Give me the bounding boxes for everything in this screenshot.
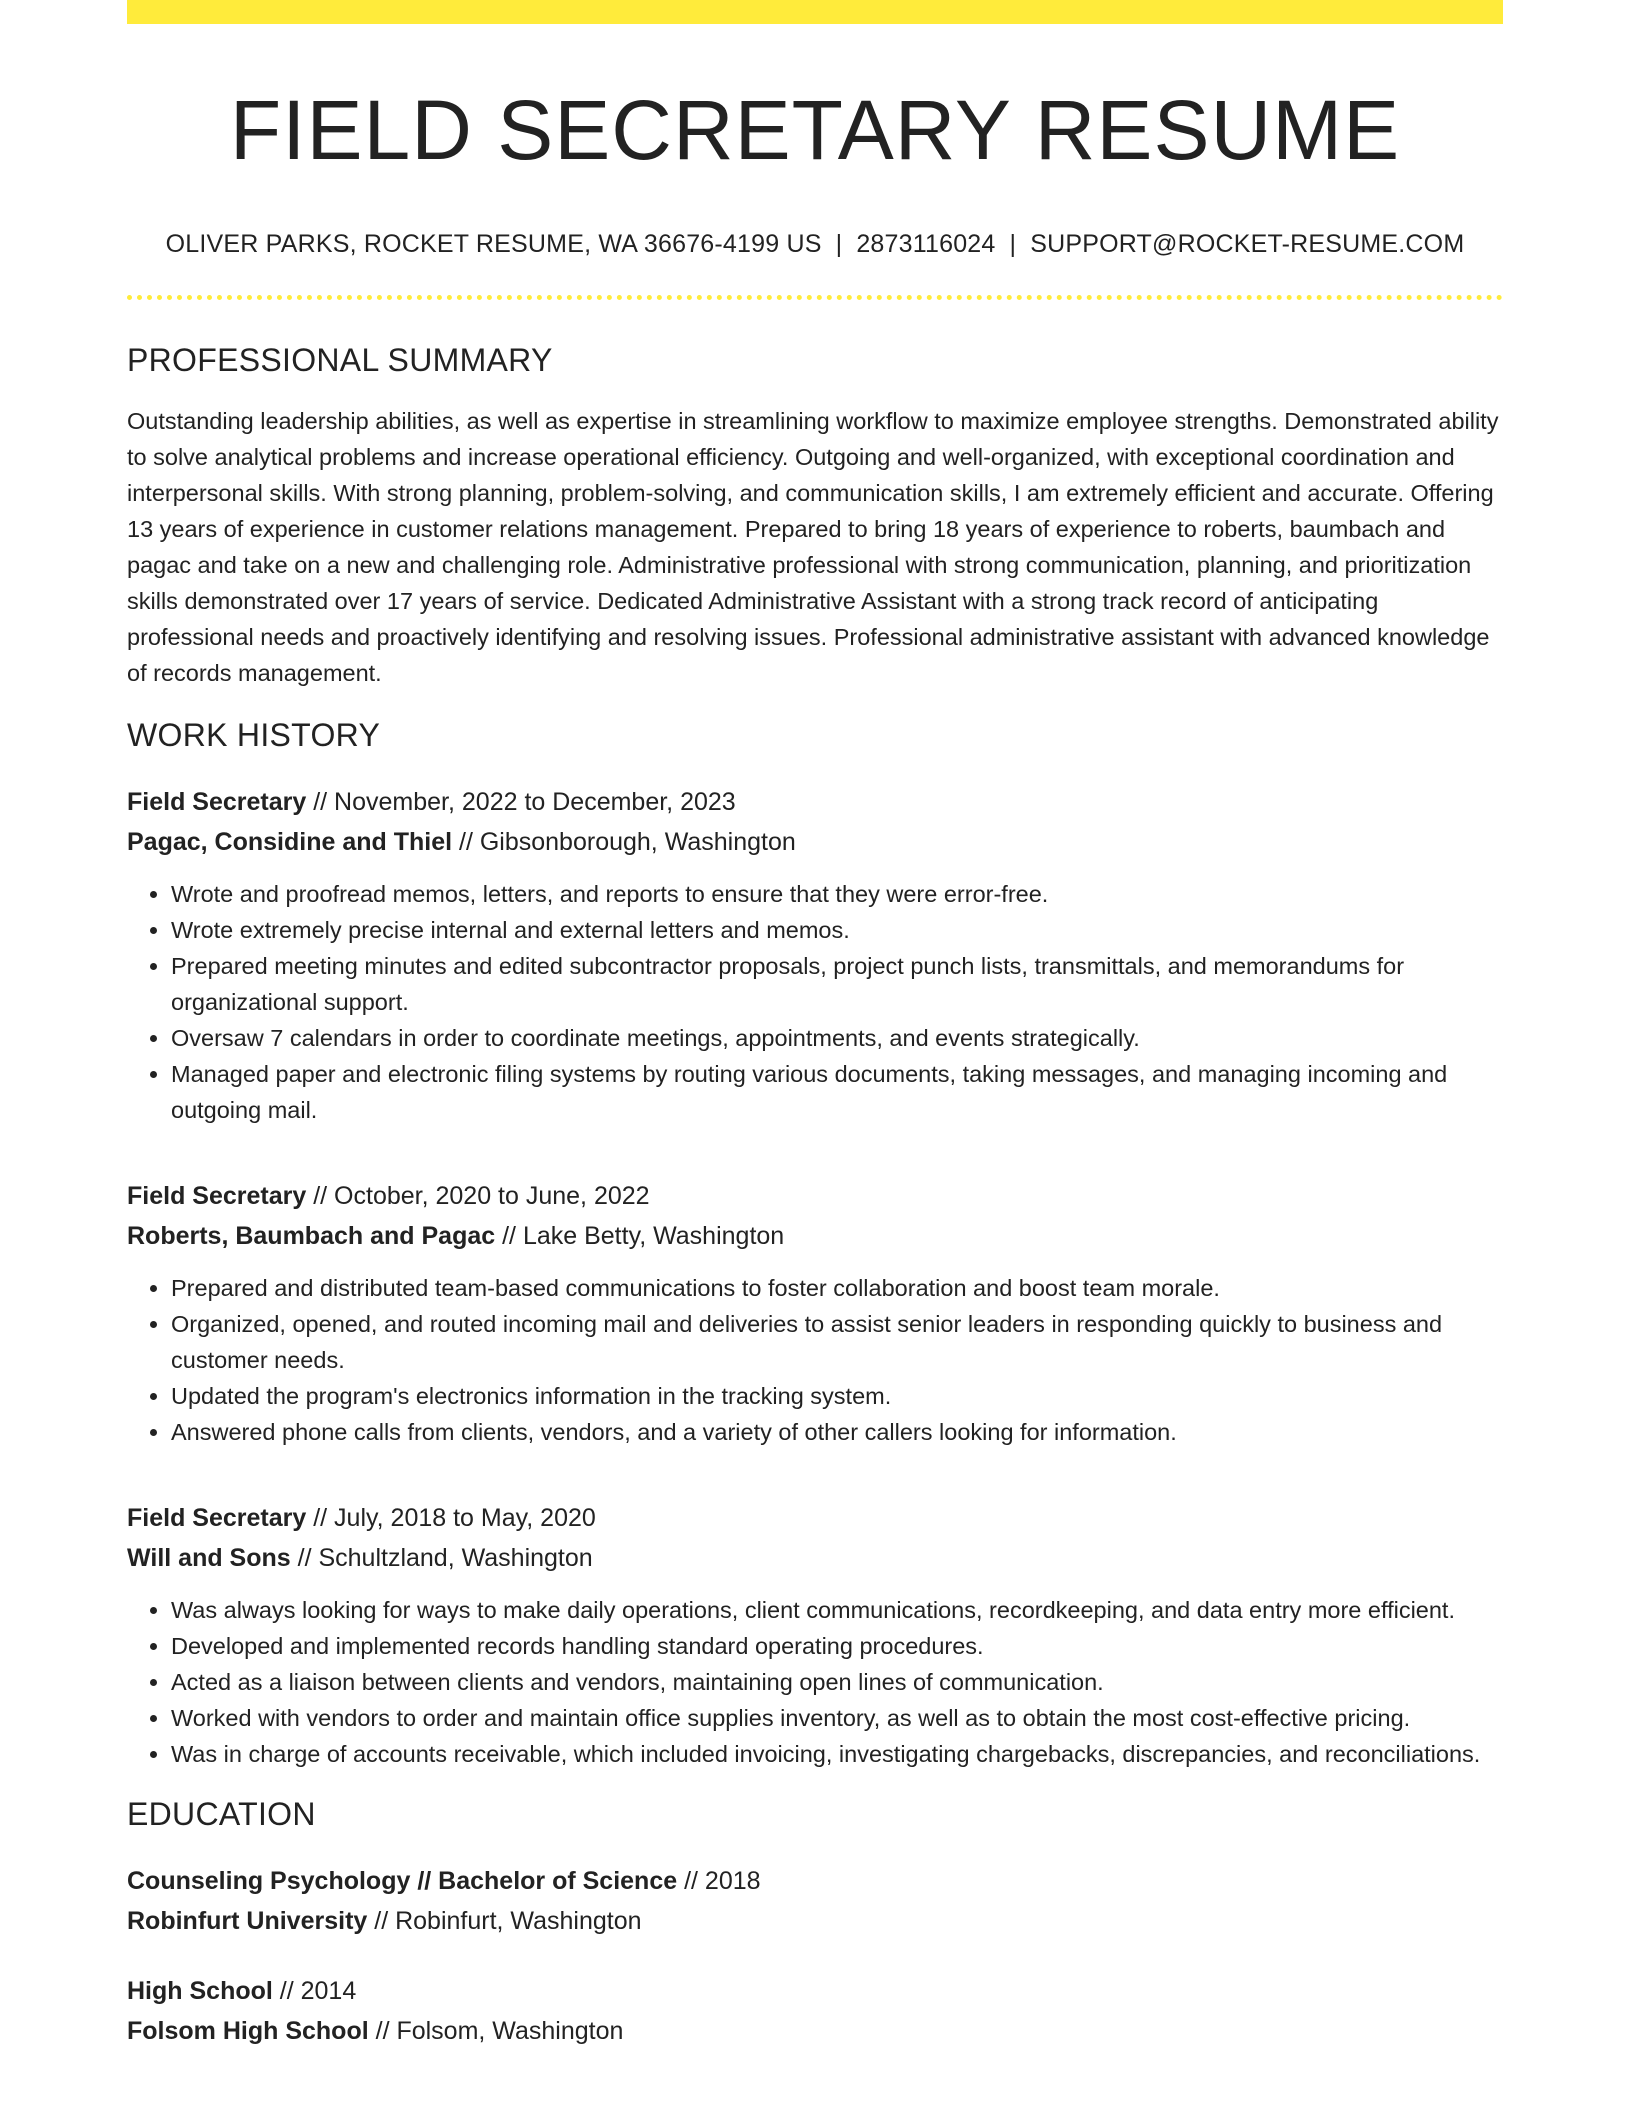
job-bullets — [127, 1592, 1503, 1772]
education-heading: EDUCATION — [127, 1796, 316, 1833]
job-company: Roberts, Baumbach and Pagac — [127, 1222, 496, 1251]
education-degree: Counseling Psychology // Bachelor of Science — [127, 1867, 678, 1896]
contact-line — [127, 230, 1503, 259]
work-history-section — [127, 717, 1503, 1772]
education-school-line — [127, 2011, 1503, 2051]
education-school: Folsom High School — [127, 2017, 369, 2046]
job-bullet: • Worked with vendors to order and maintain office supplies inventory, as well as to obtain the most cost-effective pricing. — [171, 1700, 1503, 1736]
resume-title: FIELD SECRETARY RESUME — [229, 83, 1401, 177]
education-degree-line — [127, 1861, 1503, 1901]
job-company: Will and Sons — [127, 1544, 291, 1573]
education-location: // Robinfurt, Washington — [367, 1907, 642, 1936]
job-entry — [127, 1498, 1503, 1772]
job-title: Field Secretary — [127, 1182, 307, 1211]
dotted-divider — [127, 295, 1503, 300]
job-location: // Lake Betty, Washington — [495, 1222, 785, 1251]
education-degree: High School — [127, 1977, 273, 2006]
education-entry — [127, 1971, 1503, 2051]
job-bullet: • Developed and implemented records handling standard operating procedures. — [171, 1628, 1503, 1664]
job-title: Field Secretary — [127, 788, 307, 817]
job-dates: // November, 2022 to December, 2023 — [306, 788, 736, 817]
job-bullets — [127, 1270, 1503, 1450]
resume-page — [127, 0, 1503, 2051]
job-bullet: • Oversaw 7 calendars in order to coordinate meetings, appointments, and events strategically. — [171, 1020, 1503, 1056]
job-bullet: • Wrote extremely precise internal and external letters and memos. — [171, 912, 1503, 948]
job-bullets — [127, 876, 1503, 1128]
education-year: // 2014 — [272, 1977, 357, 2006]
job-entry — [127, 1176, 1503, 1450]
education-entry — [127, 1861, 1503, 1941]
job-company-line — [127, 1538, 1503, 1578]
job-title-line — [127, 1498, 1503, 1538]
job-dates: // October, 2020 to June, 2022 — [306, 1182, 650, 1211]
job-bullet: • Updated the program's electronics information in the tracking system. — [171, 1378, 1503, 1414]
contact-phone: 2873116024 — [856, 230, 996, 259]
contact-email: SUPPORT@ROCKET-RESUME.COM — [1030, 230, 1465, 259]
job-location: // Schultzland, Washington — [290, 1544, 593, 1573]
summary-section — [127, 342, 1503, 691]
education-degree-line — [127, 1971, 1503, 2011]
contact-address: OLIVER PARKS, ROCKET RESUME, WA 36676-4199 US — [165, 230, 822, 259]
job-company: Pagac, Considine and Thiel — [127, 828, 453, 857]
job-bullet: • Answered phone calls from clients, vendors, and a variety of other callers looking for information. — [171, 1414, 1503, 1450]
education-school: Robinfurt University — [127, 1907, 368, 1936]
education-location: // Folsom, Washington — [368, 2017, 624, 2046]
summary-heading: PROFESSIONAL SUMMARY — [127, 342, 553, 379]
job-title-line — [127, 782, 1503, 822]
job-dates: // July, 2018 to May, 2020 — [306, 1504, 596, 1533]
job-title: Field Secretary — [127, 1504, 307, 1533]
contact-separator: | — [835, 230, 843, 259]
job-company-line — [127, 1216, 1503, 1256]
summary-text: Outstanding leadership abilities, as well as expertise in streamlining workflow to maximize employee strengths. Demonstrated ability to solve analytical problems and increase operational efficiency. Outgoing and well-organized, with exceptional coordination and interpersonal skills. With strong planning, problem-solving, and communication skills, I am extremely efficient and accurate. Offering 13 years of experience in customer relations management. Prepared to bring 18 years of experience to roberts, baumbach and pagac and take on a new and challenging role. Administrative professional with strong communication, planning, and prioritization skills demonstrated over 17 years of service. Dedicated Administrative Assistant with a strong track record of anticipating professional needs and proactively identifying and resolving issues. Professional administrative assistant with advanced knowledge of records management. — [127, 408, 1499, 687]
contact-separator: | — [1009, 230, 1017, 259]
education-year: // 2018 — [677, 1867, 761, 1896]
education-school-line — [127, 1901, 1503, 1941]
job-company-line — [127, 822, 1503, 862]
education-section — [127, 1796, 1503, 2051]
work-history-heading: WORK HISTORY — [127, 717, 381, 754]
job-bullet: • Organized, opened, and routed incoming mail and deliveries to assist senior leaders in responding quickly to business and customer needs. — [171, 1306, 1503, 1378]
top-accent-bar — [127, 0, 1503, 24]
job-bullet: • Prepared meeting minutes and edited subcontractor proposals, project punch lists, transmittals, and memorandums for organizational support. — [171, 948, 1503, 1020]
job-bullet: • Was always looking for ways to make daily operations, client communications, recordkeeping, and data entry more efficient. — [171, 1592, 1503, 1628]
job-bullet: • Was in charge of accounts receivable, which included invoicing, investigating chargebacks, discrepancies, and reconciliations. — [171, 1736, 1503, 1772]
job-title-line — [127, 1176, 1503, 1216]
job-bullet: • Wrote and proofread memos, letters, and reports to ensure that they were error-free. — [171, 876, 1503, 912]
job-location: // Gibsonborough, Washington — [452, 828, 796, 857]
job-bullet: • Acted as a liaison between clients and vendors, maintaining open lines of communication. — [171, 1664, 1503, 1700]
job-bullet: • Prepared and distributed team-based communications to foster collaboration and boost team morale. — [171, 1270, 1503, 1306]
job-bullet: • Managed paper and electronic filing systems by routing various documents, taking messages, and managing incoming and outgoing mail. — [171, 1056, 1503, 1128]
job-entry — [127, 782, 1503, 1128]
